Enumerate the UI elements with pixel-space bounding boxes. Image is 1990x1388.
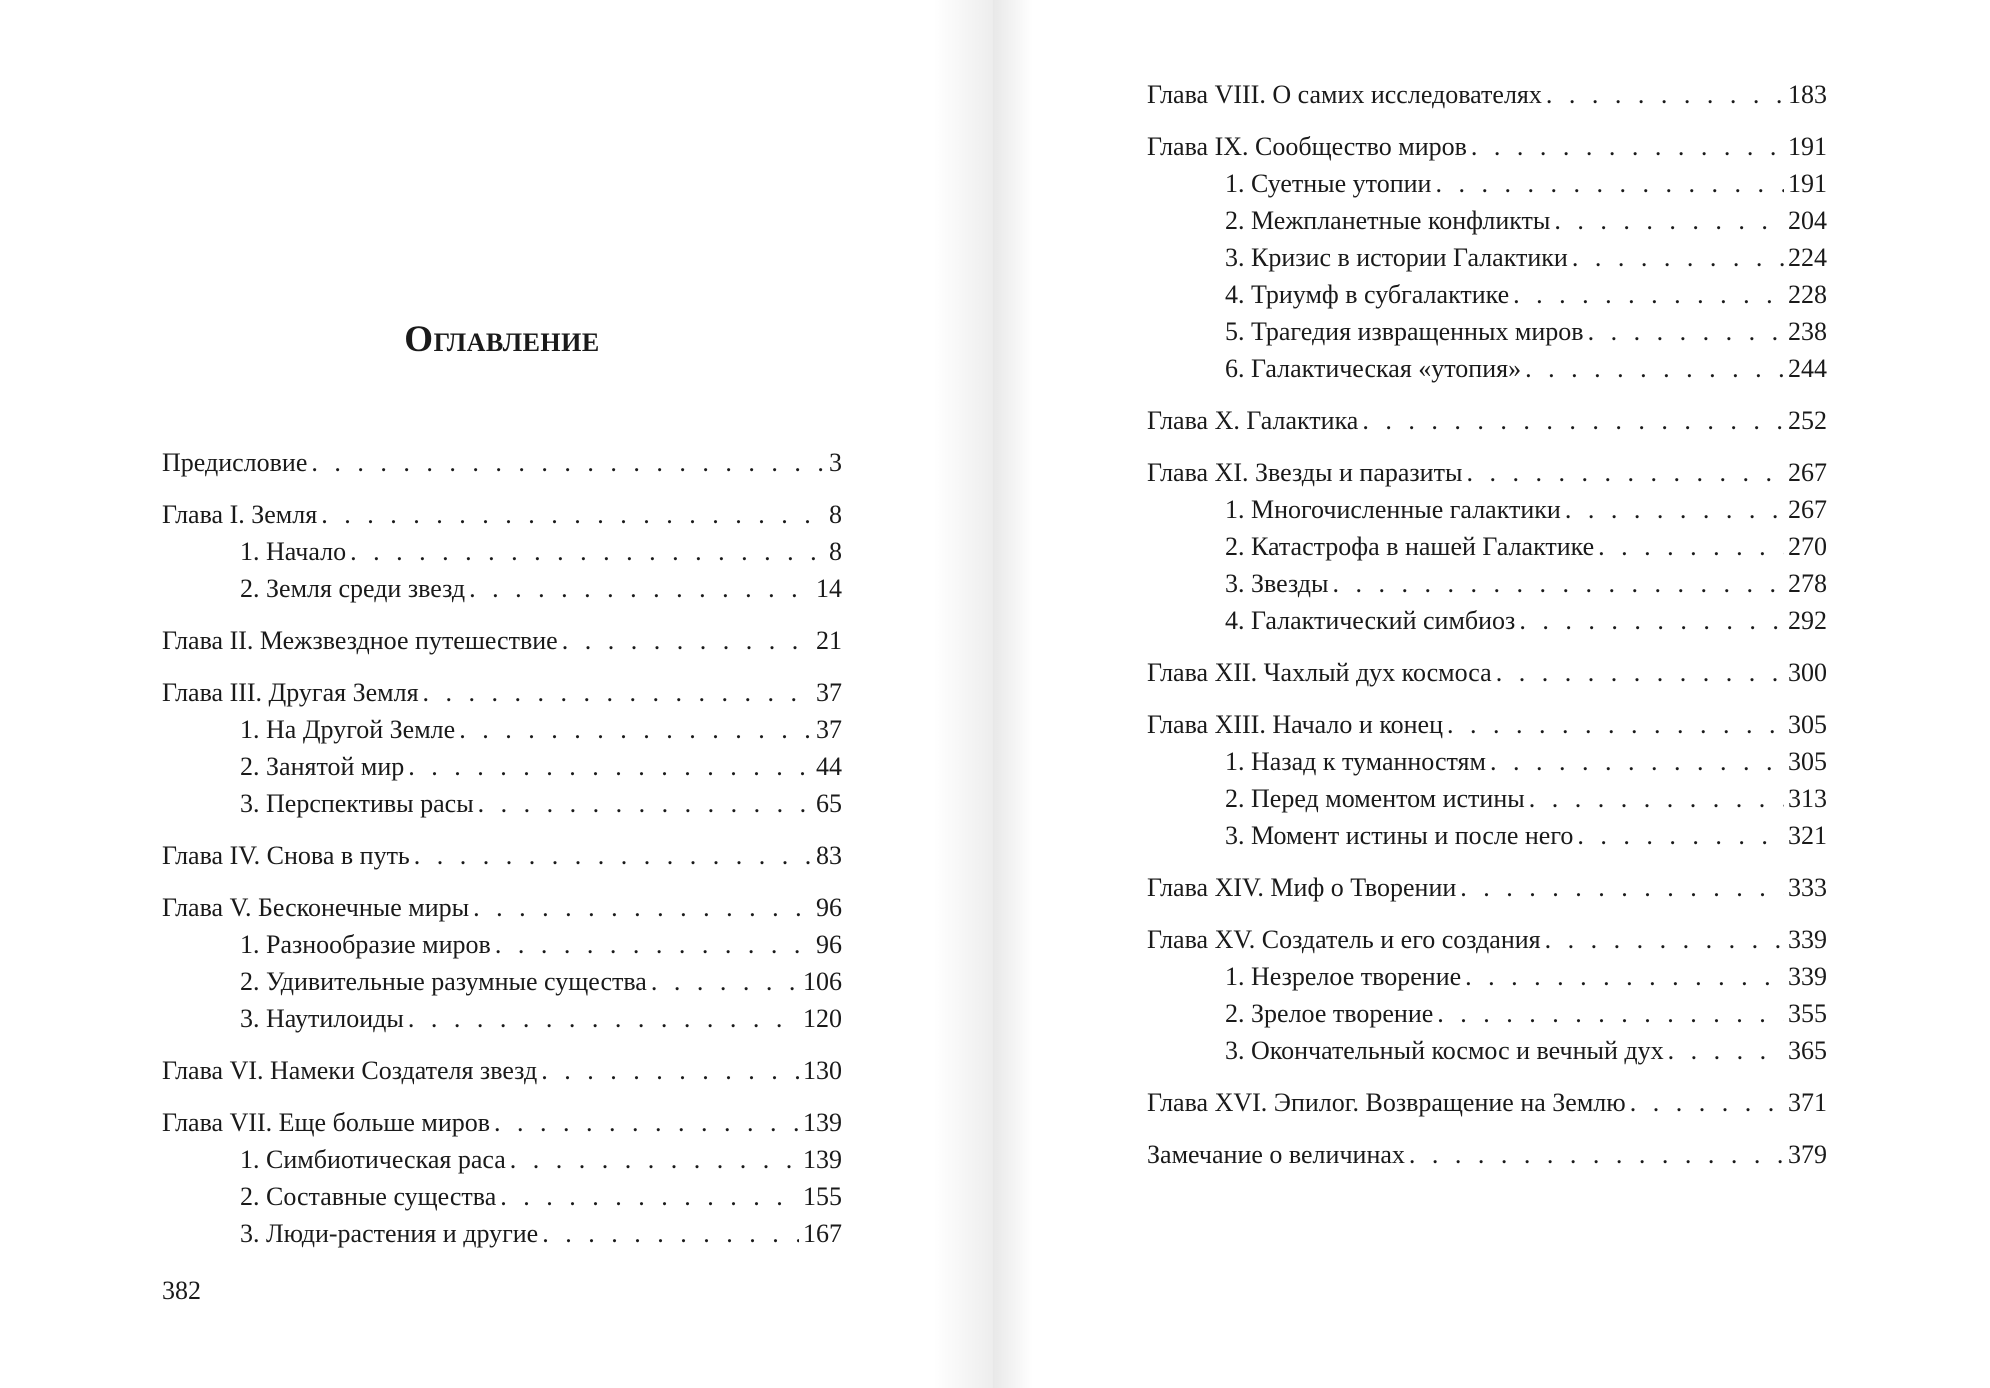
dot-leader — [1447, 706, 1784, 743]
toc-entry-section — [162, 748, 842, 785]
toc-entry-label: Глава XIV. Миф о Творении — [1147, 873, 1457, 902]
toc-entry-page: 3 — [829, 448, 842, 477]
toc-entry-page: 83 — [816, 841, 842, 870]
toc-entry-label: 1. Начало — [240, 537, 347, 566]
toc-entry-label: 2. Удивительные разумные существа — [240, 967, 647, 996]
toc-entry-label: 2. Занятой мир — [240, 752, 405, 781]
toc-entry-chapter — [1147, 654, 1827, 691]
toc-entry-page: 37 — [816, 678, 842, 707]
dot-leader — [1546, 76, 1784, 113]
toc-entry-page: 333 — [1788, 873, 1827, 902]
toc-entry-page: 355 — [1788, 999, 1827, 1028]
toc-entry-label: Глава VIII. О самих исследователях — [1147, 80, 1542, 109]
dot-leader — [423, 674, 812, 711]
toc-entry-page: 224 — [1788, 243, 1827, 272]
toc-entry-section — [1147, 1032, 1827, 1069]
toc-entry-section — [1147, 565, 1827, 602]
dot-leader — [1460, 869, 1784, 906]
toc-entry-page: 365 — [1788, 1036, 1827, 1065]
dot-leader — [408, 748, 812, 785]
toc-entry-section — [1147, 239, 1827, 276]
dot-leader — [495, 926, 812, 963]
toc-entry-section — [162, 1178, 842, 1215]
toc-entry-page: 130 — [803, 1056, 842, 1085]
toc-entry-page: 96 — [816, 930, 842, 959]
toc-entry-chapter — [162, 837, 842, 874]
toc-entry-section — [1147, 491, 1827, 528]
table-of-contents-right — [1147, 76, 1827, 1173]
dot-leader — [500, 1178, 799, 1215]
toc-entry-section — [162, 1141, 842, 1178]
toc-entry-section — [162, 533, 842, 570]
toc-entry-section — [162, 785, 842, 822]
toc-entry-page: 8 — [829, 537, 842, 566]
toc-entry-chapter — [162, 622, 842, 659]
toc-entry-page: 14 — [816, 574, 842, 603]
toc-entry-label: Глава XVI. Эпилог. Возвращение на Землю — [1147, 1088, 1626, 1117]
toc-entry-label: Замечание о величинах — [1147, 1140, 1405, 1169]
toc-entry-label: Глава VII. Еще больше миров — [162, 1108, 491, 1137]
toc-entry-page: 267 — [1788, 495, 1827, 524]
toc-entry-label: Глава V. Бесконечные миры — [162, 893, 470, 922]
dot-leader — [1545, 921, 1784, 958]
toc-entry-page: 44 — [816, 752, 842, 781]
toc-entry-section — [1147, 995, 1827, 1032]
toc-entry-label: 1. Незрелое творение — [1225, 962, 1462, 991]
toc-entry-section — [162, 711, 842, 748]
gutter-shadow-right — [993, 0, 1033, 1388]
dot-leader — [469, 570, 812, 607]
toc-entry-label: Глава XIII. Начало и конец — [1147, 710, 1444, 739]
dot-leader — [562, 622, 812, 659]
toc-entry-label: Предисловие — [162, 448, 308, 477]
toc-entry-label: 3. Окончательный космос и вечный дух — [1225, 1036, 1664, 1065]
toc-entry-section — [1147, 958, 1827, 995]
toc-entry-label: 3. Кризис в истории Галактики — [1225, 243, 1568, 272]
toc-entry-label: 2. Земля среди звезд — [240, 574, 466, 603]
toc-entry-page: 278 — [1788, 569, 1827, 598]
toc-entry-chapter — [162, 496, 842, 533]
dot-leader — [510, 1141, 799, 1178]
dot-leader — [1668, 1032, 1784, 1069]
dot-leader — [1572, 239, 1784, 276]
toc-entry-chapter — [162, 1104, 842, 1141]
toc-entry-section — [1147, 743, 1827, 780]
toc-entry-chapter — [1147, 128, 1827, 165]
dot-leader — [651, 963, 799, 1000]
toc-entry-page: 191 — [1788, 132, 1827, 161]
toc-entry-page: 313 — [1788, 784, 1827, 813]
toc-entry-section — [1147, 602, 1827, 639]
dot-leader — [473, 889, 812, 926]
toc-entry-label: 2. Зрелое творение — [1225, 999, 1434, 1028]
toc-entry-label: Глава IV. Снова в путь — [162, 841, 410, 870]
dot-leader — [1519, 602, 1784, 639]
toc-entry-label: 1. На Другой Земле — [240, 715, 456, 744]
toc-entry-section — [162, 570, 842, 607]
toc-entry-page: 300 — [1788, 658, 1827, 687]
toc-entry-section — [1147, 202, 1827, 239]
page-number: 382 — [162, 1276, 201, 1305]
toc-entry-chapter — [1147, 454, 1827, 491]
dot-leader — [1409, 1136, 1784, 1173]
dot-leader — [1490, 743, 1784, 780]
toc-entry-label: Глава XII. Чахлый дух космоса — [1147, 658, 1492, 687]
toc-entry-page: 228 — [1788, 280, 1827, 309]
toc-entry-page: 270 — [1788, 532, 1827, 561]
toc-entry-note — [1147, 1136, 1827, 1173]
dot-leader — [1525, 350, 1784, 387]
dot-leader — [1529, 780, 1784, 817]
toc-entry-label: 3. Момент истины и после него — [1225, 821, 1574, 850]
dot-leader — [1565, 491, 1784, 528]
toc-entry-label: Глава XV. Создатель и его создания — [1147, 925, 1541, 954]
toc-entry-section — [162, 1000, 842, 1037]
toc-entry-chapter — [1147, 402, 1827, 439]
toc-entry-chapter — [1147, 869, 1827, 906]
table-of-contents-left — [162, 444, 842, 1252]
dot-leader — [1471, 128, 1784, 165]
dot-leader — [459, 711, 812, 748]
toc-entry-page: 267 — [1788, 458, 1827, 487]
page-title: Оглавление — [404, 319, 600, 360]
dot-leader — [541, 1052, 799, 1089]
toc-entry-page: 183 — [1788, 80, 1827, 109]
toc-entry-page: 305 — [1788, 747, 1827, 776]
dot-leader — [311, 444, 825, 481]
dot-leader — [1630, 1084, 1784, 1121]
toc-entry-page: 191 — [1788, 169, 1827, 198]
toc-entry-page: 139 — [803, 1108, 842, 1137]
right-page — [993, 0, 1990, 1388]
toc-entry-page: 21 — [816, 626, 842, 655]
toc-entry-page: 120 — [803, 1004, 842, 1033]
toc-entry-label: 1. Суетные утопии — [1225, 169, 1432, 198]
toc-entry-label: 3. Наутилоиды — [240, 1004, 404, 1033]
dot-leader — [494, 1104, 799, 1141]
toc-entry-section — [1147, 165, 1827, 202]
toc-entry-page: 371 — [1788, 1088, 1827, 1117]
dot-leader — [1554, 202, 1784, 239]
toc-entry-section — [1147, 276, 1827, 313]
toc-entry-section — [1147, 780, 1827, 817]
toc-entry-page: 167 — [803, 1219, 842, 1248]
toc-entry-label: 6. Галактическая «утопия» — [1225, 354, 1522, 383]
dot-leader — [1362, 402, 1784, 439]
dot-leader — [1465, 958, 1784, 995]
dot-leader — [350, 533, 825, 570]
toc-entry-label: 3. Звезды — [1225, 569, 1329, 598]
toc-entry-label: 4. Галактический симбиоз — [1225, 606, 1516, 635]
toc-entry-chapter — [162, 674, 842, 711]
toc-entry-page: 305 — [1788, 710, 1827, 739]
toc-entry-label: Глава X. Галактика — [1147, 406, 1359, 435]
toc-entry-chapter — [162, 1052, 842, 1089]
toc-entry-chapter — [1147, 1084, 1827, 1121]
toc-entry-section — [162, 963, 842, 1000]
dot-leader — [542, 1215, 799, 1252]
toc-entry-label: Глава VI. Намеки Создателя звезд — [162, 1056, 538, 1085]
dot-leader — [1333, 565, 1784, 602]
toc-entry-page: 252 — [1788, 406, 1827, 435]
gutter-shadow-left — [933, 0, 993, 1388]
toc-entry-page: 321 — [1788, 821, 1827, 850]
dot-leader — [321, 496, 825, 533]
dot-leader — [1466, 454, 1784, 491]
toc-entry-section — [1147, 528, 1827, 565]
dot-leader — [1577, 817, 1784, 854]
toc-entry-page: 244 — [1788, 354, 1827, 383]
toc-entry-page: 8 — [829, 500, 842, 529]
toc-entry-label: 4. Триумф в субгалактике — [1225, 280, 1510, 309]
toc-entry-page: 379 — [1788, 1140, 1827, 1169]
toc-entry-label: Глава III. Другая Земля — [162, 678, 419, 707]
toc-entry-page: 96 — [816, 893, 842, 922]
toc-entry-label: Глава IX. Сообщество миров — [1147, 132, 1467, 161]
toc-entry-page: 65 — [816, 789, 842, 818]
dot-leader — [408, 1000, 799, 1037]
toc-entry-label: 3. Люди-растения и другие — [240, 1219, 539, 1248]
left-page — [0, 0, 993, 1388]
dot-leader — [1513, 276, 1784, 313]
toc-entry-page: 106 — [803, 967, 842, 996]
dot-leader — [1437, 995, 1784, 1032]
dot-leader — [1588, 313, 1784, 350]
dot-leader — [1435, 165, 1784, 202]
toc-entry-label: 2. Перед моментом истины — [1225, 784, 1525, 813]
toc-entry-label: Глава XI. Звезды и паразиты — [1147, 458, 1463, 487]
toc-entry-chapter — [1147, 921, 1827, 958]
toc-entry-page: 139 — [803, 1145, 842, 1174]
dot-leader — [1598, 528, 1784, 565]
dot-leader — [478, 785, 812, 822]
toc-entry-chapter — [162, 889, 842, 926]
toc-entry-page: 238 — [1788, 317, 1827, 346]
toc-entry-label: 1. Симбиотическая раса — [240, 1145, 506, 1174]
toc-entry-section — [1147, 817, 1827, 854]
toc-entry-label: 1. Назад к туманностям — [1225, 747, 1486, 776]
toc-entry-preface — [162, 444, 842, 481]
toc-entry-section — [162, 926, 842, 963]
toc-entry-label: 3. Перспективы расы — [240, 789, 474, 818]
toc-entry-page: 292 — [1788, 606, 1827, 635]
toc-entry-page: 37 — [816, 715, 842, 744]
toc-entry-section — [1147, 350, 1827, 387]
toc-entry-section — [162, 1215, 842, 1252]
toc-entry-label: 2. Межпланетные конфликты — [1225, 206, 1551, 235]
toc-entry-page: 339 — [1788, 962, 1827, 991]
toc-entry-page: 155 — [803, 1182, 842, 1211]
toc-entry-label: 2. Составные существа — [240, 1182, 497, 1211]
toc-entry-chapter — [1147, 76, 1827, 113]
toc-entry-label: 1. Многочисленные галактики — [1225, 495, 1561, 524]
dot-leader — [1496, 654, 1784, 691]
toc-entry-label: 1. Разнообразие миров — [240, 930, 491, 959]
toc-entry-chapter — [1147, 706, 1827, 743]
toc-entry-page: 339 — [1788, 925, 1827, 954]
toc-entry-label: Глава II. Межзвездное путешествие — [162, 626, 558, 655]
toc-entry-label: Глава I. Земля — [162, 500, 318, 529]
dot-leader — [414, 837, 812, 874]
toc-entry-label: 2. Катастрофа в нашей Галактике — [1225, 532, 1595, 561]
toc-entry-label: 5. Трагедия извращенных миров — [1225, 317, 1584, 346]
toc-entry-section — [1147, 313, 1827, 350]
toc-entry-page: 204 — [1788, 206, 1827, 235]
